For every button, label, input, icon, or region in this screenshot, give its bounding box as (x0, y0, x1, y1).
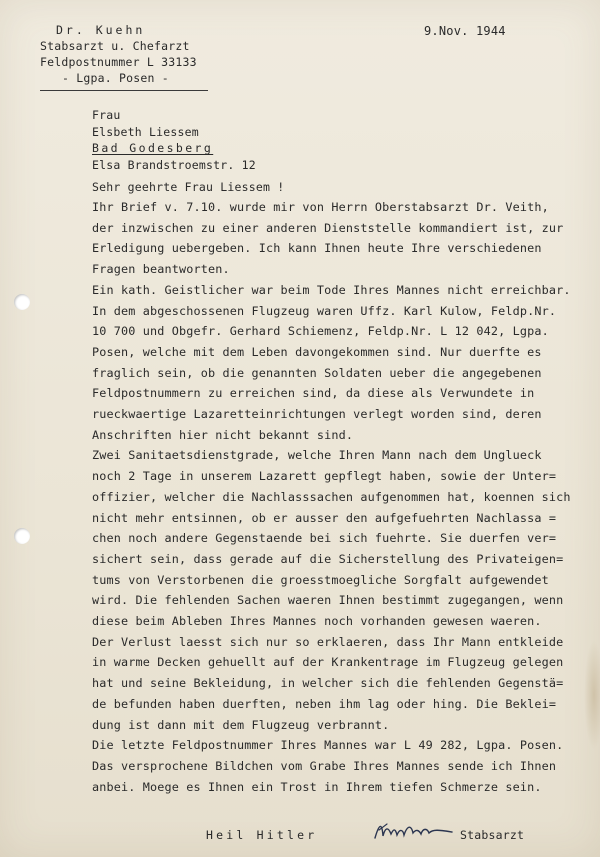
sender-field-post: Feldpostnummer L 33133 (40, 55, 197, 69)
body-line: Fragen beantworten. (92, 262, 230, 277)
sender-underline (40, 90, 208, 91)
body-line: Der Verlust laesst sich nur so erklaeren, dass Ihr Mann entkleide (92, 634, 564, 649)
body-line: Die letzte Feldpostnummer Ihres Mannes war L 49 282, Lgpa. Posen. (92, 738, 564, 753)
body-line: rueckwaertige Lazaretteinrichtungen verlegt worden sind, deren (92, 407, 542, 422)
body-line: Das versprochene Bildchen vom Grabe Ihres Mannes sende ich Ihnen (92, 758, 557, 773)
sender-location: - Lgpa. Posen - (62, 71, 169, 85)
body-line: fraglich sein, ob die genannten Soldaten ueber die angegebenen (92, 365, 542, 380)
body-line: Feldpostnummern zu erreichen sind, da diese als Verwundete in (92, 386, 535, 401)
letter-date: 9.Nov. 1944 (424, 24, 506, 38)
closing-greeting (206, 828, 317, 842)
body-line: hat und seine Bekleidung, in welcher sich die fehlenden Gegenstä= (92, 676, 564, 691)
closing-greeting-text: Heil Hitler (206, 828, 318, 842)
body-line: Zwei Sanitaetsdienstgrade, welche Ihren Mann nach dem Unglueck (92, 448, 542, 463)
body-line: Ihr Brief v. 7.10. wurde mir von Herrn Oberstabsarzt Dr. Veith, (92, 200, 549, 214)
letter-salutation: Sehr geehrte Frau Liessem ! (92, 180, 285, 194)
body-line: sichert sein, dass gerade auf die Sicherstellung des Privateigen= (92, 551, 564, 566)
sender-block (40, 22, 197, 86)
body-line: tums von Verstorbenen die groesstmoegliche Sorgfalt aufgewendet (92, 572, 549, 587)
closing-title: Stabsarzt (460, 828, 525, 842)
body-line: dung ist dann mit dem Flugzeug verbrannt. (92, 717, 390, 732)
body-line: offizier, welcher die Nachlasssachen aufgenommen hat, koennen sich (92, 489, 571, 504)
body-line: in warme Decken gehuellt auf der Krankentrage im Flugzeug gelegen (92, 655, 564, 670)
recipient-street: Elsa Brandstroemstr. 12 (92, 157, 256, 172)
body-line: 10 700 und Obgefr. Gerhard Schiemenz, Feldp.Nr. L 12 042, Lgpa. (92, 324, 549, 339)
body-line: Ein kath. Geistlicher war beim Tode Ihres Mannes nicht erreichbar. (92, 282, 571, 297)
signature-mark (373, 818, 455, 844)
body-line: diese beim Ableben Ihres Mannes noch vorhanden gewesen waeren. (92, 614, 542, 629)
body-line: Posen, welche mit dem Leben davongekommen sind. Nur duerfte es (92, 344, 542, 359)
body-line: Erledigung uebergeben. Ich kann Ihnen heute Ihre verschiedenen (92, 241, 542, 256)
punch-hole-bottom (14, 528, 30, 544)
body-line: noch 2 Tage in unserem Lazarett gepflegt haben, sowie der Unter= (92, 469, 557, 484)
sender-title: Stabsarzt u. Chefarzt (40, 39, 190, 53)
recipient-city: Bad Godesberg (92, 141, 214, 155)
sender-name: Dr. Kuehn (56, 23, 146, 37)
recipient-salutation-line: Frau (92, 108, 121, 122)
paper-stain (584, 640, 600, 750)
body-line: de befunden haben duerften, neben ihm lag oder hing. Die Beklei= (92, 696, 557, 711)
recipient-block (92, 107, 256, 173)
body-line: Anschriften hier nicht bekannt sind. (92, 427, 354, 442)
body-line: anbei. Moege es Ihnen ein Trost in Ihrem tiefen Schmerze sein. (92, 779, 542, 794)
punch-hole-top (14, 294, 30, 310)
body-line: nicht mehr entsinnen, ob er ausser den aufgefuehrten Nachlassa = (92, 510, 557, 525)
recipient-name: Elsbeth Liessem (92, 124, 199, 139)
body-line: wird. Die fehlenden Sachen waeren Ihnen bestimmt zugegangen, wenn (92, 593, 564, 608)
body-line: In dem abgeschossenen Flugzeug waren Uffz. Karl Kulow, Feldp.Nr. (92, 303, 557, 318)
body-line: chen noch andere Gegenstaende bei sich fuehrte. Sie duerfen ver= (92, 531, 557, 546)
letter-body (92, 197, 571, 797)
body-line: der inzwischen zu einer anderen Dienststelle kommandiert ist, zur (92, 220, 564, 235)
